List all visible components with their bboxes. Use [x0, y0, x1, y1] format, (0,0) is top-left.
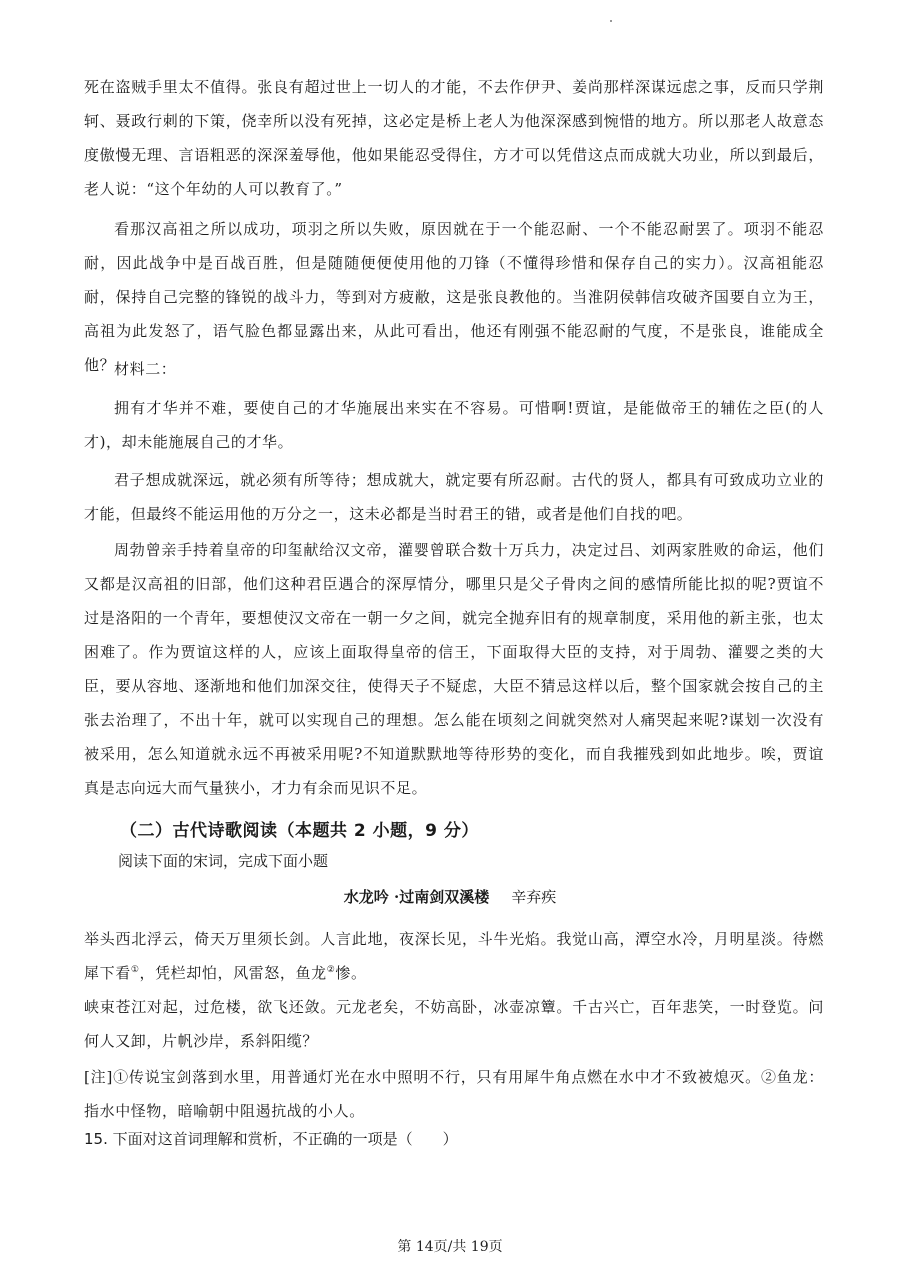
stanza1-part-b: ，凭栏却怕，风雷怒，鱼龙 — [139, 964, 327, 982]
paragraph-jia-yi-talent: 拥有才华并不难，要使自己的才华施展出来实在不容易。可惜啊!贾谊，是能做帝王的辅佐之臣(的人才)，却未能施展自己的才华。 — [84, 399, 824, 451]
paragraph-zhang-liang: 死在盗贼手里太不值得。张良有超过世上一切人的才能，不去作伊尹、姜尚那样深谋远虑之事，反而只学荆轲、聂政行刺的下策，侥幸所以没有死掉，这必定是桥上老人为他深深感到惋惜的地方。所以那老人故意态度傲慢无理、言语粗恶的深深羞辱他，他如果能忍受得住，方才可以凭借这点而成就大功业，所以到最后，老人说：“这个年幼的人可以教育了。” — [84, 78, 824, 198]
section-title: （二）古代诗歌阅读（本题共 2 小题，9 分） — [120, 821, 479, 841]
poem-notes: [注]①传说宝剑落到水里，用普通灯光在水中照明不行，只有用犀牛角点燃在水中才不致被熄灭。②鱼龙：指水中怪物，暗喻朝中阻遏抗战的小人。 — [84, 1068, 824, 1120]
poem-title: 水龙吟 ·过南剑双溪楼 — [343, 888, 490, 906]
note-2-mark: ② — [326, 965, 336, 975]
poem-stanza-1 — [84, 922, 824, 990]
paragraph-zhou-bo: 周勃曾亲手持着皇帝的印玺献给汉文帝，灌婴曾联合数十万兵力，决定过吕、刘两家胜败的命运，他们又都是汉高祖的旧部，他们这种君臣遇合的深厚情分，哪里只是父子骨肉之间的感情所能比拟的呢?贾谊不过是洛阳的一个青年，要想使汉文帝在一朝一夕之间，就完全抛弃旧有的规章制度，采用他的新主张，也太困难了。作为贾谊这样的人，应该上面取得皇帝的信王，下面取得大臣的支持，对于周勃、灌婴之类的大臣，要从容地、逐渐地和他们加深交往，使得天子不疑虑，大臣不猜忌这样以后，整个国家就会按自己的主张去治理了，不出十年，就可以实现自己的理想。怎么能在顷刻之间就突然对人痛哭起来呢?谋划一次没有被采用，怎么知道就永远不再被采用呢?不知道默默地等待形势的变化，而自我摧残到如此地步。唉，贾谊真是志向远大而气量狭小，才力有余而见识不足。 — [84, 541, 824, 797]
paragraph-junzi: 君子想成就深远，就必须有所等待；想成就大，就定要有所忍耐。古代的贤人，都具有可致成功立业的才能，但最终不能运用他的万分之一，这未必都是当时君王的错，或者是他们自找的吧。 — [84, 471, 824, 523]
note-1-mark: ① — [130, 965, 140, 975]
paragraph-gaozu-xiangyu: 看那汉高祖之所以成功，项羽之所以失败，原因就在于一个能忍耐、一个不能忍耐罢了。项羽不能忍耐，因此战争中是百战百胜，但是随随便便使用他的刀锋（不懂得珍惜和保存自己的实力）。汉高祖能忍耐，保持自己完整的锋锐的战斗力，等到对方疲敝，这是张良教他的。当淮阴侯韩信攻破齐国要自立为王，高祖为此发怒了，语气脸色都显露出来，从此可看出，他还有刚强不能忍耐的气度，不是张良，谁能成全他？ — [84, 220, 824, 374]
instruction-text: 阅读下面的宋词，完成下面小题 — [118, 852, 329, 870]
stanza1-part-c: 惨。 — [335, 964, 367, 982]
poem-author: 辛弃疾 — [511, 888, 557, 906]
stanza1-part-a: 举头西北浮云，倚天万里须长剑。人言此地，夜深长见，斗牛光焰。我觉山高，潭空水冷，月明星淡。待燃犀下看 — [84, 930, 824, 982]
poem-stanza-2: 峡束苍江对起，过危楼，欲飞还敛。元龙老矣，不妨高卧，冰壶凉簟。千古兴亡，百年悲笑，一时登览。问何人又卸，片帆沙岸，系斜阳缆？ — [84, 998, 824, 1050]
scan-speck — [610, 20, 612, 22]
page-footer: 第 14页/共 19页 — [397, 1239, 503, 1255]
question-15: 15. 下面对这首词理解和赏析，不正确的一项是（ ） — [84, 1130, 458, 1148]
poem-heading — [0, 886, 900, 907]
material-2-label: 材料二： — [114, 360, 177, 378]
